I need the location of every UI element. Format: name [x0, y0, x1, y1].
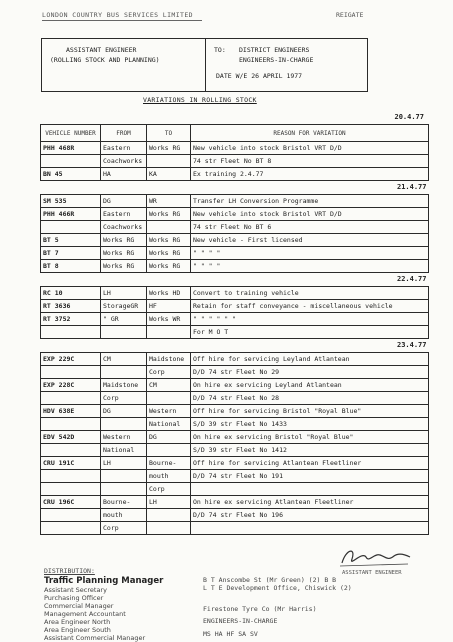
distribution-item: Assistant Secretary — [44, 586, 107, 594]
cell-reason: 74 str Fleet No BT 6 — [191, 221, 429, 234]
cell-vehicle: EXP 228C — [41, 379, 101, 392]
cell-vehicle: CRU 196C — [41, 496, 101, 509]
date-separator: 23.4.77 — [396, 341, 427, 349]
table-header-row — [41, 125, 429, 142]
cell-to: Bourne- — [147, 457, 191, 470]
date-separator-row — [41, 181, 429, 195]
cell-reason: D/D 74 str Fleet No 28 — [191, 392, 429, 405]
date-separator-cell — [41, 273, 429, 287]
cell-reason: Ex training 2.4.77 — [191, 168, 429, 181]
cell-to: National — [147, 418, 191, 431]
cell-to — [147, 155, 191, 168]
cell-from — [101, 326, 147, 339]
distribution-item: Area Engineer North — [44, 618, 111, 626]
table-row — [41, 353, 429, 366]
cell-to: HF — [147, 300, 191, 313]
col-header-reason: REASON FOR VARIATION — [191, 125, 429, 142]
cell-from: LH — [101, 457, 147, 470]
cell-reason: Retain for staff conveyance - miscellaneous vehicle — [191, 300, 429, 313]
table-row — [41, 326, 429, 339]
cell-reason: D/D 74 str Fleet No 29 — [191, 366, 429, 379]
cell-reason: New vehicle - First licensed — [191, 234, 429, 247]
distribution-right-4: ENGINEERS-IN-CHARGE — [203, 617, 278, 625]
table-row — [41, 234, 429, 247]
cell-from: DG — [101, 195, 147, 208]
cell-to: LH — [147, 496, 191, 509]
cell-to: Works RG — [147, 208, 191, 221]
cell-reason: Off hire for servicing Bristol "Royal Blue" — [191, 405, 429, 418]
cell-vehicle: BN 45 — [41, 168, 101, 181]
table-row — [41, 522, 429, 535]
handwritten-signature — [336, 545, 416, 571]
distribution-item: Traffic Planning Manager — [44, 576, 164, 586]
memo-to-label: TO: — [214, 46, 226, 54]
cell-to: Works RG — [147, 142, 191, 155]
cell-reason: On hire ex servicing Atlantean Fleetliner — [191, 496, 429, 509]
cell-vehicle: RT 3636 — [41, 300, 101, 313]
col-header-vehicle: VEHICLE NUMBER — [41, 125, 101, 142]
table-row — [41, 287, 429, 300]
memo-date: DATE W/E 26 APRIL 1977 — [216, 72, 303, 80]
cell-vehicle: EDV 542D — [41, 431, 101, 444]
table-row — [41, 155, 429, 168]
table-row — [41, 496, 429, 509]
cell-vehicle — [41, 483, 101, 496]
cell-from: Coachworks — [101, 155, 147, 168]
distribution-right-2: L T E Development Office, Chiswick (2) — [203, 584, 352, 592]
cell-from: Coachworks — [101, 221, 147, 234]
cell-vehicle — [41, 392, 101, 405]
cell-from: Corp — [101, 522, 147, 535]
table-row — [41, 300, 429, 313]
variations-table — [40, 124, 429, 535]
cell-to — [147, 522, 191, 535]
table-row — [41, 509, 429, 522]
cell-to: Works HD — [147, 287, 191, 300]
memo-divider — [205, 39, 206, 91]
cell-reason: On hire ex servicing Leyland Atlantean — [191, 379, 429, 392]
cell-from: HA — [101, 168, 147, 181]
variations-table-wrap — [40, 112, 428, 535]
table-row — [41, 208, 429, 221]
cell-vehicle: SM 535 — [41, 195, 101, 208]
cell-vehicle — [41, 221, 101, 234]
table-body — [41, 142, 429, 535]
cell-to: Corp — [147, 366, 191, 379]
date-separator-cell — [41, 181, 429, 195]
distribution-right-5: MS HA HF SA SV — [203, 630, 258, 638]
cell-to: Works RG — [147, 260, 191, 273]
date-separator: 22.4.77 — [396, 275, 427, 283]
cell-to: Maidstone — [147, 353, 191, 366]
cell-from: Works RG — [101, 234, 147, 247]
distribution-list — [44, 576, 163, 642]
cell-from: DG — [101, 405, 147, 418]
cell-from: Maidstone — [101, 379, 147, 392]
cell-from — [101, 366, 147, 379]
company-name: LONDON COUNTRY BUS SERVICES LIMITED — [42, 11, 193, 19]
cell-vehicle — [41, 522, 101, 535]
company-underline — [42, 20, 202, 21]
cell-from: Bourne- — [101, 496, 147, 509]
table-row — [41, 221, 429, 234]
distribution-right-3: Firestone Tyre Co (Mr Harris) — [203, 605, 317, 613]
table-row — [41, 142, 429, 155]
distribution-right-1: B T Anscombe St (Mr Green) (2) B B — [203, 576, 337, 584]
table-row — [41, 195, 429, 208]
memo-to-line2: ENGINEERS-IN-CHARGE — [239, 56, 314, 64]
cell-vehicle: BT 8 — [41, 260, 101, 273]
cell-reason: " " " " " " — [191, 313, 429, 326]
distribution-label: DISTRIBUTION: — [44, 567, 95, 575]
cell-vehicle — [41, 444, 101, 457]
table-row — [41, 260, 429, 273]
date-separator: 21.4.77 — [396, 183, 427, 191]
cell-reason: Transfer LH Conversion Programme — [191, 195, 429, 208]
table-row — [41, 366, 429, 379]
cell-from: CM — [101, 353, 147, 366]
cell-reason: " " " " — [191, 247, 429, 260]
cell-reason: Off hire for servicing Leyland Atlantean — [191, 353, 429, 366]
cell-vehicle — [41, 326, 101, 339]
cell-vehicle — [41, 470, 101, 483]
col-header-to: TO — [147, 125, 191, 142]
cell-vehicle — [41, 155, 101, 168]
cell-reason: New vehicle into stock Bristol VRT D/D — [191, 142, 429, 155]
cell-vehicle — [41, 509, 101, 522]
cell-reason: On hire ex servicing Bristol "Royal Blue" — [191, 431, 429, 444]
table-row — [41, 431, 429, 444]
cell-to: Western — [147, 405, 191, 418]
cell-vehicle — [41, 366, 101, 379]
cell-from: LH — [101, 287, 147, 300]
cell-reason: 74 str Fleet No BT 8 — [191, 155, 429, 168]
cell-from: " GR — [101, 313, 147, 326]
cell-from: Eastern — [101, 208, 147, 221]
cell-from: Western — [101, 431, 147, 444]
distribution-item: Management Accountant — [44, 610, 126, 618]
table-row — [41, 483, 429, 496]
table-row — [41, 405, 429, 418]
distribution-item: Area Engineer South — [44, 626, 111, 634]
cell-vehicle: BT 7 — [41, 247, 101, 260]
cell-reason — [191, 483, 429, 496]
distribution-item: Commercial Manager — [44, 602, 114, 610]
cell-vehicle: RC 10 — [41, 287, 101, 300]
cell-from: Works RG — [101, 260, 147, 273]
cell-to: CM — [147, 379, 191, 392]
first-date-row — [40, 112, 428, 124]
location: REIGATE — [336, 11, 364, 19]
cell-reason — [191, 522, 429, 535]
cell-from — [101, 470, 147, 483]
table-row — [41, 313, 429, 326]
cell-reason: New vehicle into stock Bristol VRT D/D — [191, 208, 429, 221]
cell-to: Works WR — [147, 313, 191, 326]
memo-address-box — [41, 38, 368, 92]
cell-from: National — [101, 444, 147, 457]
cell-reason: D/D 74 str Fleet No 196 — [191, 509, 429, 522]
cell-vehicle: PHH 466R — [41, 208, 101, 221]
cell-to: DG — [147, 431, 191, 444]
cell-from: mouth — [101, 509, 147, 522]
cell-reason: S/D 39 str Fleet No 1412 — [191, 444, 429, 457]
cell-from — [101, 483, 147, 496]
signature-title: ASSISTANT ENGINEER — [342, 570, 402, 576]
document-title: VARIATIONS IN ROLLING STOCK — [143, 96, 257, 104]
memo-to-line1: DISTRICT ENGINEERS — [239, 46, 310, 54]
cell-to — [147, 509, 191, 522]
table-row — [41, 168, 429, 181]
table-row — [41, 444, 429, 457]
cell-from: Corp — [101, 392, 147, 405]
cell-to: WR — [147, 195, 191, 208]
cell-vehicle — [41, 418, 101, 431]
cell-to: Works RG — [147, 247, 191, 260]
cell-to: mouth — [147, 470, 191, 483]
cell-to — [147, 221, 191, 234]
memo-from-dept: (ROLLING STOCK AND PLANNING) — [50, 56, 160, 64]
cell-reason: D/D 74 str Fleet No 191 — [191, 470, 429, 483]
cell-from: Works RG — [101, 247, 147, 260]
table-row — [41, 392, 429, 405]
cell-to — [147, 392, 191, 405]
cell-vehicle: EXP 229C — [41, 353, 101, 366]
first-date: 20.4.77 — [394, 113, 424, 121]
table-row — [41, 418, 429, 431]
cell-to: KA — [147, 168, 191, 181]
cell-to: Corp — [147, 483, 191, 496]
col-header-from: FROM — [101, 125, 147, 142]
table-row — [41, 379, 429, 392]
cell-reason: For M O T — [191, 326, 429, 339]
date-separator-row — [41, 339, 429, 353]
table-row — [41, 470, 429, 483]
memo-from-title: ASSISTANT ENGINEER — [66, 46, 137, 54]
cell-from: StorageGR — [101, 300, 147, 313]
cell-reason: Off hire for servicing Atlantean Fleetliner — [191, 457, 429, 470]
distribution-item: Assistant Commercial Manager — [44, 634, 146, 642]
cell-reason: Convert to training vehicle — [191, 287, 429, 300]
table-row — [41, 247, 429, 260]
cell-vehicle: CRU 191C — [41, 457, 101, 470]
distribution-item: Purchasing Officer — [44, 594, 104, 602]
date-separator-row — [41, 273, 429, 287]
cell-to — [147, 326, 191, 339]
cell-vehicle: PHH 468R — [41, 142, 101, 155]
cell-to — [147, 444, 191, 457]
date-separator-cell — [41, 339, 429, 353]
cell-vehicle: BT 5 — [41, 234, 101, 247]
cell-reason: S/D 39 str Fleet No 1433 — [191, 418, 429, 431]
cell-from — [101, 418, 147, 431]
cell-vehicle: HDV 638E — [41, 405, 101, 418]
cell-from: Eastern — [101, 142, 147, 155]
cell-vehicle: RT 3752 — [41, 313, 101, 326]
table-row — [41, 457, 429, 470]
cell-to: Works RG — [147, 234, 191, 247]
cell-reason: " " " " — [191, 260, 429, 273]
